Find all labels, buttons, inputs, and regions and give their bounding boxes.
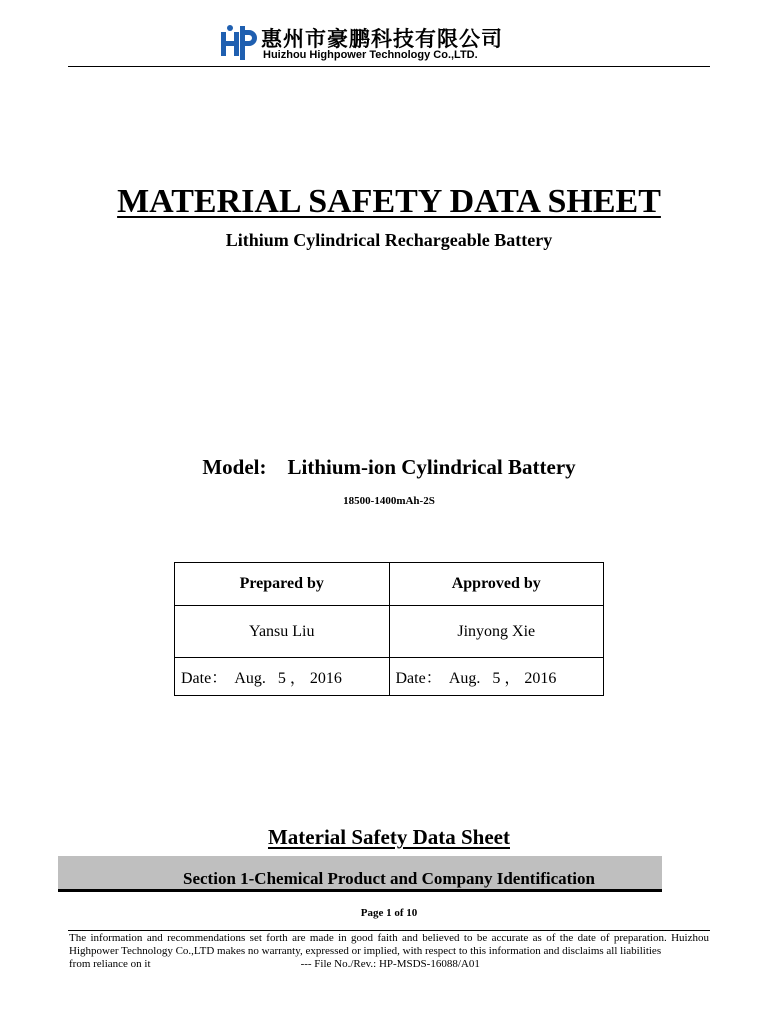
header-divider	[68, 66, 710, 67]
model-value: Lithium-ion Cylindrical Battery	[287, 455, 576, 479]
approved-by-header: Approved by	[389, 563, 604, 606]
model-code: 18500-1400mAh-2S	[343, 495, 435, 507]
table-row	[175, 606, 604, 658]
table-row	[175, 563, 604, 606]
document-title: MATERIAL SAFETY DATA SHEET	[117, 183, 661, 220]
disclaimer-end: from reliance on it	[69, 958, 151, 970]
preparer-name: Yansu Liu	[175, 606, 390, 658]
model-line	[0, 455, 768, 480]
disclaimer-text: The information and recommendations set forth are made in good faith and believed to be accurate as of the date of preparation. Huizhou Highpower Technology Co.,LTD makes no warranty, expressed or implied, with respect to this information and disclaims all liabilities	[69, 932, 709, 957]
highpower-logo-icon	[218, 22, 258, 62]
model-label: Model:	[202, 455, 267, 479]
company-name-en: Huizhou Highpower Technology Co.,LTD.	[263, 49, 478, 61]
prepared-date: Date： Aug. 5 ， 2016	[175, 658, 390, 696]
approver-name: Jinyong Xie	[389, 606, 604, 658]
prepared-by-header: Prepared by	[175, 563, 390, 606]
footer-divider	[68, 930, 710, 931]
table-row	[175, 658, 604, 696]
company-name-cn: 惠州市豪鹏科技有限公司	[261, 27, 503, 51]
footer-disclaimer	[69, 932, 709, 971]
file-reference: --- File No./Rev.: HP-MSDS-16088/A01	[300, 958, 480, 970]
page-number: Page 1 of 10	[360, 907, 418, 919]
section-title: Section 1-Chemical Product and Company Identification	[183, 869, 595, 888]
approved-date: Date： Aug. 5 ， 2016	[389, 658, 604, 696]
document-subtitle: Lithium Cylindrical Rechargeable Battery	[225, 230, 553, 250]
msds-heading: Material Safety Data Sheet	[267, 825, 510, 849]
approval-table	[174, 562, 604, 696]
